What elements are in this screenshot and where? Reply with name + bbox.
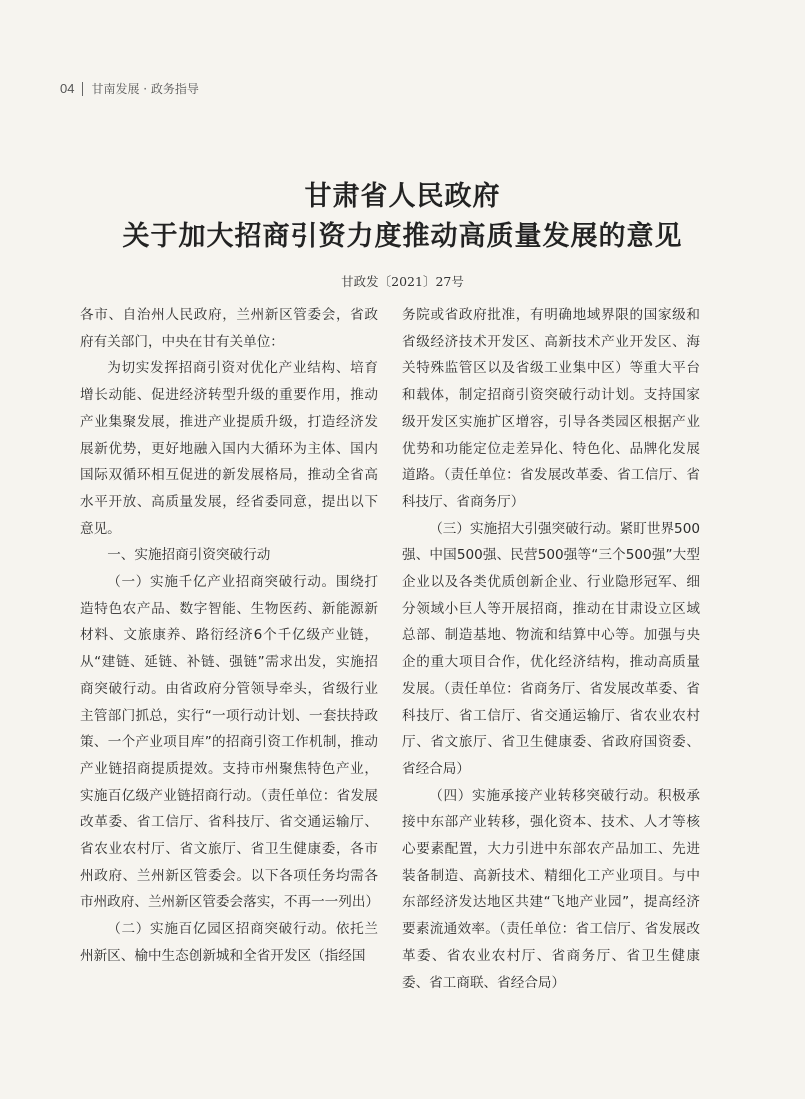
document-title-line-1: 甘肃省人民政府 [304, 181, 501, 212]
paragraph-item-2-continued: 务院或省政府批准，有明确地域界限的国家级和省级经济技术开发区、高新技术产业开发区、海关特殊监管区以及省级工业集中区）等重大平台和载体，制定招商引资突破行动计划。支持国家级开发区实施扩区增容，引导各类园区根据产业优势和功能定位走差异化、特色化、品牌化发展道路。（责任单位：省发展改革委、省工信厅、省科技厅、省商务厅） [402, 307, 700, 510]
paragraph-item-1: （一）实施千亿产业招商突破行动。围绕打造特色农产品、数字智能、生物医药、新能源新材料、文旅康养、路衍经济6个千亿级产业链，从“建链、延链、补链、强链”需求出发，实施招商突破行动。由省政府分管领导牵头，省级行业主管部门抓总，实行“一项行动计划、一套扶持政策、一个产业项目库”的招商引资工作机制，推动产业链招商提质提效。支持市州聚焦特色产业，实施百亿级产业链招商行动。（责任单位：省发展改革委、省工信厅、省科技厅、省交通运输厅、省农业农村厅、省文旅厅、省卫生健康委，各市州政府、兰州新区管委会。以下各项任务均需各市州政府、兰州新区管委会落实，不再一一列出） [80, 574, 380, 911]
header-divider [82, 82, 83, 96]
salutation: 各市、自治州人民政府，兰州新区管委会，省政府有关部门，中央在甘有关单位： [80, 307, 378, 350]
section-heading-1: 一、实施招商引资突破行动 [107, 547, 271, 564]
left-column [80, 302, 378, 970]
section-name: 甘南发展 · 政务指导 [91, 82, 199, 96]
page-number: 04 [60, 81, 75, 96]
running-header [60, 80, 199, 97]
paragraph-item-3: （三）实施招大引强突破行动。紧盯世界500强、中国500强、民营500强等“三个500强”大型企业以及各类优质创新企业、行业隐形冠军、细分领域小巨人等开展招商，推动在甘肃设立区域总部、制造基地、物流和结算中心等。加强与央企的重大项目合作，优化经济结构，推动高质量发展。（责任单位：省商务厅、省发展改革委、省科技厅、省工信厅、省交通运输厅、省农业农村厅、省文旅厅、省卫生健康委、省政府国资委、省经合局） [402, 520, 700, 777]
preamble-paragraph: 为切实发挥招商引资对优化产业结构、培育增长动能、促进经济转型升级的重要作用，推动产业集聚发展，推进产业提质升级，打造经济发展新优势，更好地融入国内大循环为主体、国内国际双循环相互促进的新发展格局，推动全省高水平开放、高质量发展，经省委同意，提出以下意见。 [80, 360, 378, 537]
document-title-line-2: 关于加大招商引资力度推动高质量发展的意见 [122, 221, 683, 252]
document-number: 甘政发〔2021〕27号 [341, 274, 464, 289]
paragraph-item-2: （二）实施百亿园区招商突破行动。依托兰州新区、榆中生态创新城和全省开发区（指经国 [80, 921, 378, 964]
paragraph-item-4: （四）实施承接产业转移突破行动。积极承接中东部产业转移，强化资本、技术、人才等核心要素配置，大力引进中东部农产品加工、先进装备制造、高新技术、精细化工产业项目。与中东部经济发达地区共建“飞地产业园”，提高经济要素流通效率。（责任单位：省工信厅、省发展改革委、省农业农村厅、省商务厅、省卫生健康委、省工商联、省经合局） [402, 787, 700, 991]
right-column [402, 302, 700, 996]
